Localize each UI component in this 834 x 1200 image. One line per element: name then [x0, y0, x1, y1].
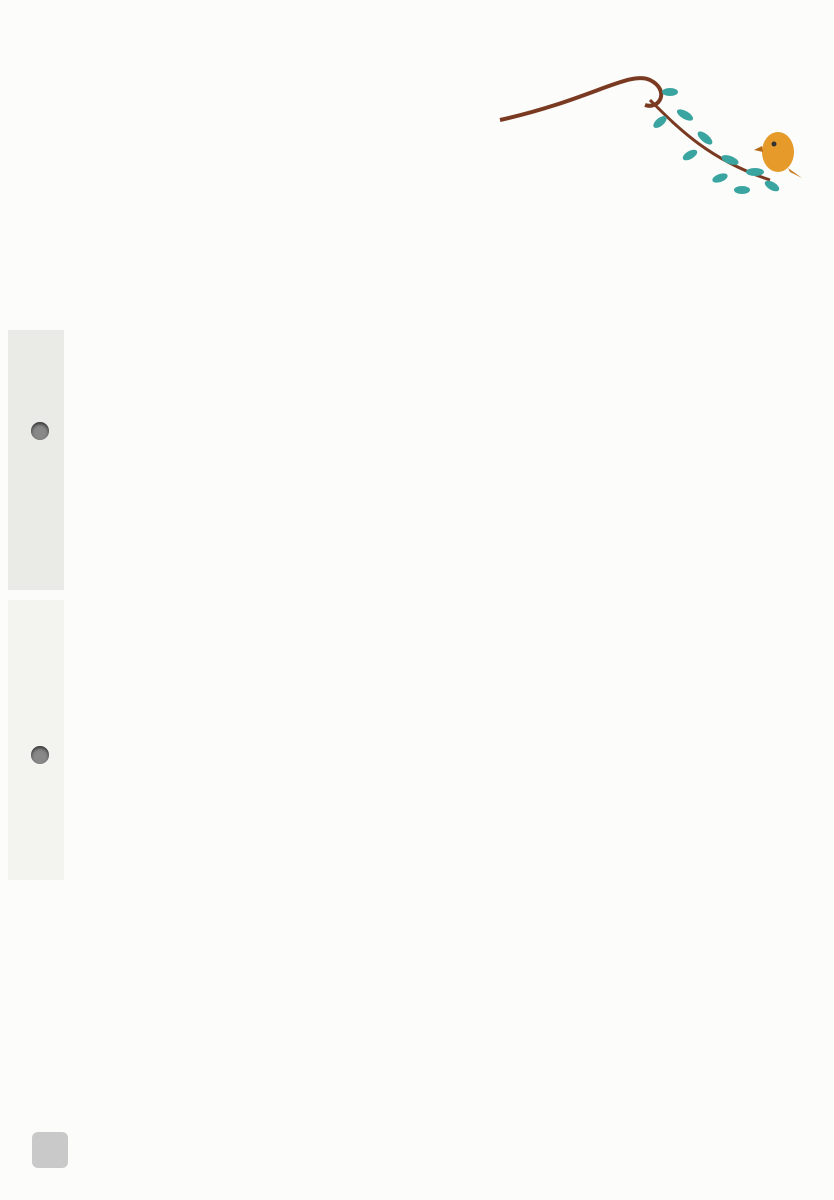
top-flower-garland	[30, 60, 810, 210]
tape-strip	[8, 600, 64, 880]
bottom-flower-garland	[110, 1068, 710, 1118]
camscanner-logo-icon	[32, 1132, 68, 1168]
punch-hole	[31, 746, 49, 764]
tape-strip	[8, 330, 64, 590]
camscanner-watermark	[32, 1132, 78, 1168]
punch-hole	[31, 422, 49, 440]
